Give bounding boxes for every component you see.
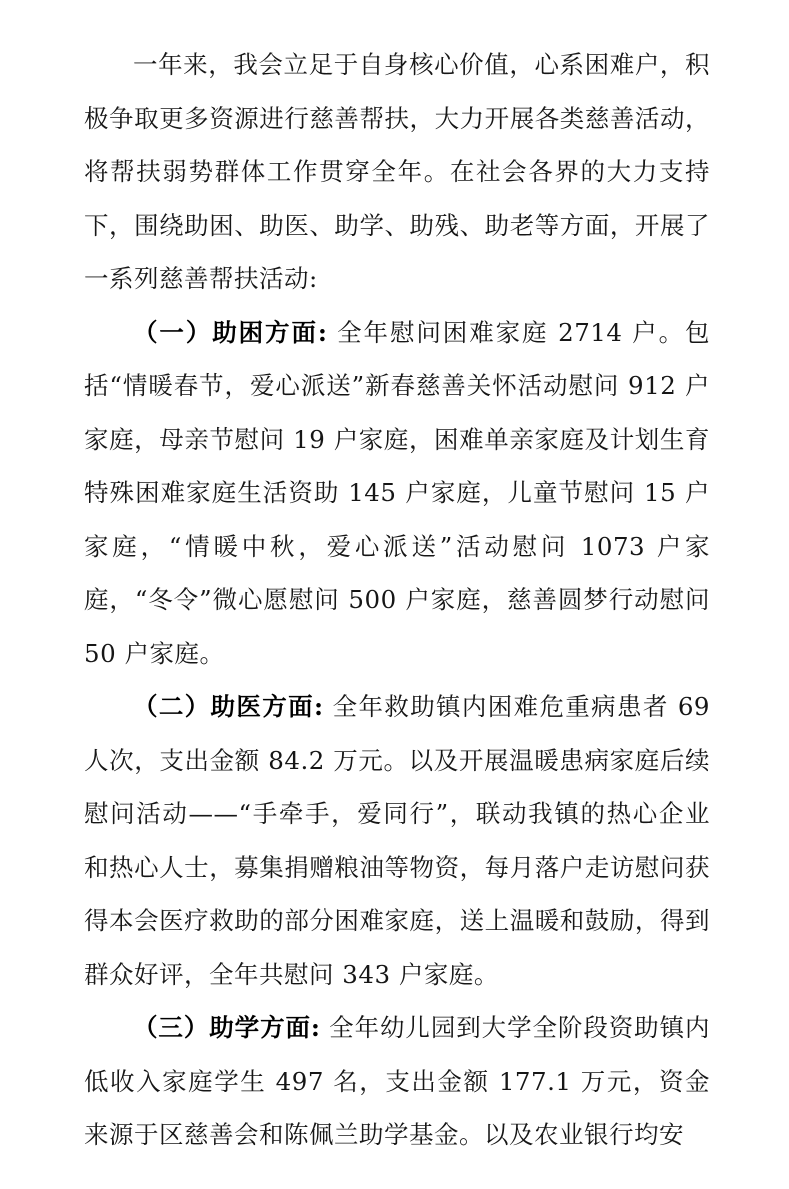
section-education-text: 全年幼儿园到大学全阶段资助镇内低收入家庭学生 497 名，支出金额 177.1 万元，资金来源于区慈善会和陈佩兰助学基金。以及农业银行均安 <box>84 1013 710 1149</box>
document-body <box>84 38 710 1162</box>
section-education-heading: （三）助学方面: <box>133 1013 321 1042</box>
section-poverty-heading: （一）助困方面: <box>133 317 328 347</box>
section-medical-paragraph <box>84 680 710 1001</box>
section-medical-heading: （二）助医方面: <box>133 692 324 721</box>
section-education-paragraph <box>84 1001 710 1162</box>
section-poverty-paragraph <box>84 306 710 681</box>
section-medical-text: 全年救助镇内困难危重病患者 69 人次，支出金额 84.2 万元。以及开展温暖患病家庭后续慰问活动——“手牵手，爱同行”，联动我镇的热心企业和热心人士，募集捐赠粮油等物资，每月落户走访慰问获得本会医疗救助的部分困难家庭，送上温暖和鼓励，得到群众好评，全年共慰问 343 户家庭。 <box>84 692 711 989</box>
intro-paragraph: 一年来，我会立足于自身核心价值，心系困难户，积极争取更多资源进行慈善帮扶，大力开展各类慈善活动，将帮扶弱势群体工作贯穿全年。在社会各界的大力支持下，围绕助困、助医、助学、助残、助老等方面，开展了一系列慈善帮扶活动: <box>84 50 710 293</box>
section-poverty-text: 全年慰问困难家庭 2714 户。包括“情暖春节，爱心派送”新春慈善关怀活动慰问 912 户家庭，母亲节慰问 19 户家庭，困难单亲家庭及计划生育特殊困难家庭生活资助 145 户家庭，儿童节慰问 15 户家庭，“情暖中秋，爱心派送”活动慰问 1073 户家庭，“冬令”微心愿慰问 500 户家庭，慈善圆梦行动慰问 50 户家庭。 <box>84 317 711 668</box>
